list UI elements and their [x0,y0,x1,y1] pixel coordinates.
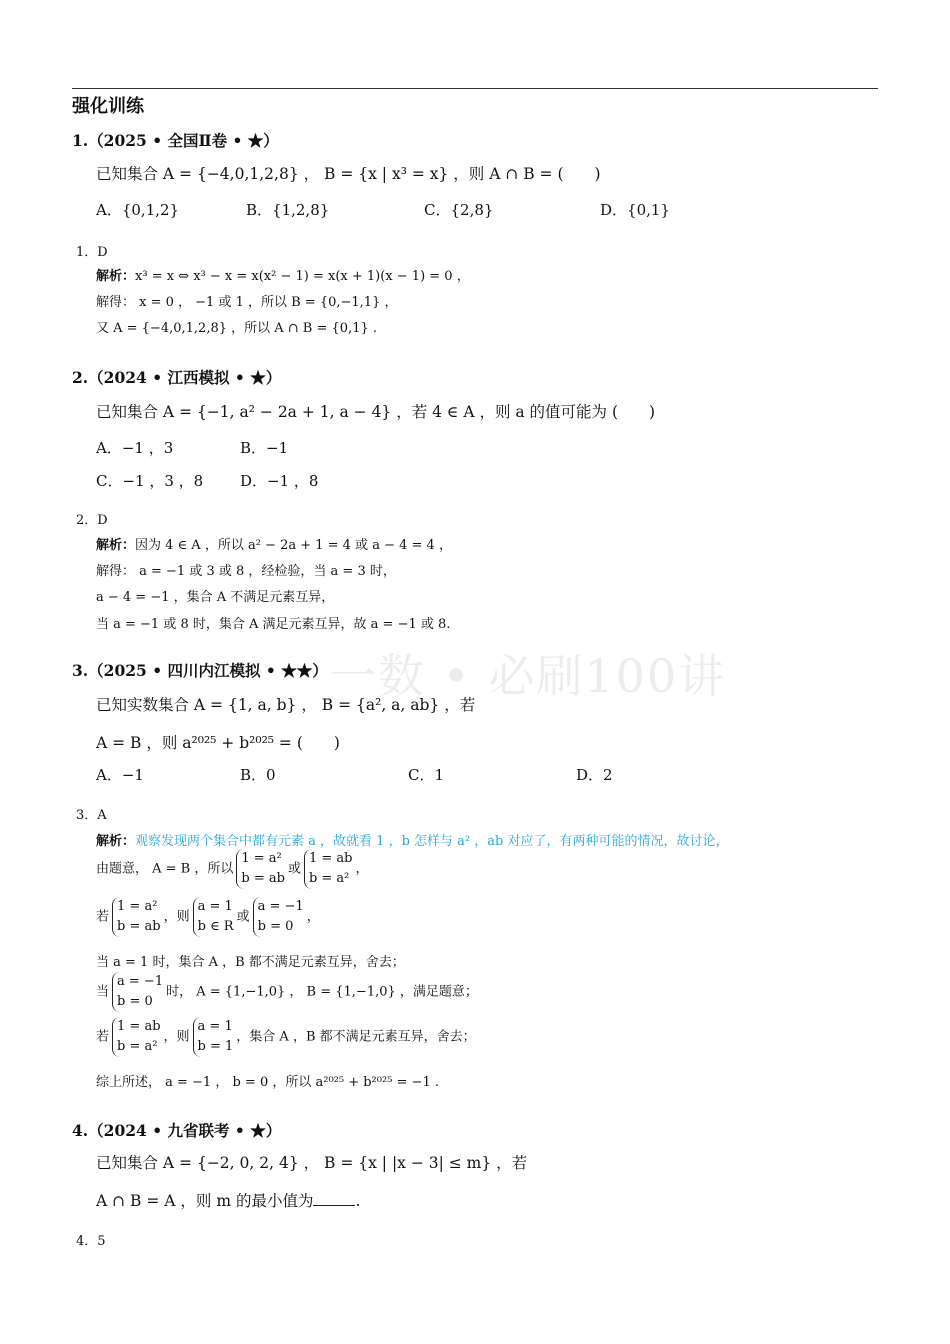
q1-solution-line1 [96,265,470,284]
q3-stem-line1: 已知实数集合 A = {1, a, b} ， B = {a², a, ab} ，若 [96,696,476,714]
q3-solution-line3: 当 a = 1 时，集合 A ，B 都不满足元素互异，舍去； [96,955,405,970]
q3-l5-system1-row1: 1 = ab [117,1019,161,1034]
q1-option-b: B．{1,2,8} [246,201,330,219]
q3-option-c: C．1 [408,766,445,784]
q3-l1-text: 由题意， A = B ，所以 [96,861,234,877]
q3-l2-end: ， [306,909,320,925]
q1-option-a: A．{0,1,2} [96,201,180,219]
q1-header: 1.（2025 • 全国Ⅱ卷 • ★） [72,131,279,150]
q4-stem-text: A ∩ B = A ，则 m 的最小值为 [96,1192,314,1210]
q3-l5-system2 [193,1017,234,1057]
q2-solution-line3: a − 4 = −1 ，集合 A 不满足元素互异， [96,590,335,605]
q1-stem: 已知集合 A = {−4,0,1,2,8} ， B = {x | x³ = x} ，则 A ∩ B = ( ) [96,165,601,183]
q3-l4-system-row2: b = 0 [117,994,153,1009]
q3-l5-system2-row2: b = 1 [197,1039,234,1054]
q4-stem-line2 [96,1189,360,1211]
q4-header: 4.（2024 • 九省联考 • ★） [72,1121,282,1140]
q3-l4-system [112,972,163,1012]
q4-answer-blank [313,1205,355,1206]
q3-l2-system3 [253,897,304,937]
q1-solution-label: 解析： [96,269,136,284]
q3-l5-system1-row2: b = a² [117,1039,158,1054]
q3-solution-hint-line [96,830,728,849]
q1-solution-line3: 又 A = {−4,0,1,2,8} ，所以 A ∩ B = {0,1} . [96,321,377,336]
q3-l2-or: 或 [236,909,250,925]
q2-option-b: B．−1 [240,439,289,457]
q2-solution-line2: 解得： a = −1 或 3 或 8 ，经检验，当 a = 3 时， [96,564,396,579]
q3-header: 3.（2025 • 四川内江模拟 • ★★） [72,661,328,680]
q3-l1-or: 或 [287,861,301,877]
q1-solution-line2: 解得： x = 0 ， −1 或 1 ，所以 B = {0,−1,1} ， [96,295,398,310]
q2-solution-line4: 当 a = −1 或 8 时，集合 A 满足元素互异，故 a = −1 或 8. [96,617,451,632]
q3-option-a: A．−1 [96,766,144,784]
q3-solution-line2 [96,897,320,937]
q4-answer: 4．5 [76,1234,106,1249]
q3-l5-rest: ，集合 A ，B 都不满足元素互异，舍去； [236,1029,476,1045]
q3-l2-then: ，则 [163,909,190,925]
q3-l2-system1-row2: b = ab [117,919,161,934]
q3-l1-system2-row2: b = a² [308,871,350,886]
q3-solution-line1 [96,849,368,889]
q3-solution-hint: 观察发现两个集合中都有元素 a ，故就看 1 ，b 怎样与 a² ，ab 对应了，有两种可能的情况，故讨论， [135,834,729,849]
q3-option-b: B．0 [240,766,276,784]
q3-stem-line2: A = B ，则 a²⁰²⁵ + b²⁰²⁵ = ( ) [96,734,340,752]
q3-l1-end: ， [355,861,369,877]
q3-l1-system1-row1: 1 = a² [241,851,282,866]
q3-solution-line5 [96,1017,476,1057]
q3-l2-system2-row2: b ∈ R [197,919,234,934]
q4-stem-line1: 已知集合 A = {−2, 0, 2, 4} ， B = {x | |x − 3| ≤ m} ，若 [96,1154,528,1172]
q3-solution-line6: 综上所述， a = −1 ， b = 0 ，所以 a²⁰²⁵ + b²⁰²⁵ = −1 . [96,1075,439,1090]
q2-option-d: D．−1 ，8 [240,472,319,490]
q3-solution-label: 解析： [96,834,136,849]
q3-l2-system1 [112,897,161,937]
q3-l5-system1 [112,1017,161,1057]
q2-option-c: C．−1 ，3 ，8 [96,472,204,490]
q2-solution-label: 解析： [96,538,136,553]
q2-solution-text1: 因为 4 ∈ A ，所以 a² − 2a + 1 = 4 或 a − 4 = 4 ， [135,538,452,553]
q3-l2-system3-row2: b = 0 [257,919,294,934]
q2-solution-line1 [96,534,452,553]
q3-l2-system3-row1: a = −1 [257,899,304,914]
q2-header: 2.（2024 • 江西模拟 • ★） [72,368,282,387]
q3-l5-text: 若 [96,1029,110,1045]
q2-stem: 已知集合 A = {−1, a² − 2a + 1, a − 4} ，若 4 ∈ A ，则 a 的值可能为 ( ) [96,403,656,421]
q4-stem-end: . [355,1192,361,1210]
q1-option-c: C．{2,8} [424,201,494,219]
header-rule [72,88,878,89]
q3-l2-system1-row1: 1 = a² [117,899,158,914]
q2-answer: 2．D [76,513,108,528]
q3-option-d: D．2 [576,766,613,784]
q3-l2-system2 [193,897,234,937]
q1-answer: 1．D [76,245,108,260]
q3-l1-system2 [304,849,353,889]
q3-l2-text: 若 [96,909,110,925]
q3-l5-then: ，则 [163,1029,190,1045]
q1-solution-text1: x³ = x ⇔ x³ − x = x(x² − 1) = x(x + 1)(x − 1) = 0 ， [135,269,470,284]
q3-l4-system-row1: a = −1 [117,974,164,989]
q3-answer: 3．A [76,808,107,823]
q3-l2-system2-row1: a = 1 [197,899,233,914]
q3-l5-system2-row1: a = 1 [197,1019,233,1034]
q1-option-d: D．{0,1} [600,201,670,219]
q3-solution-line4 [96,972,478,1012]
q3-l4-rest: 时， A = {1,−1,0} ， B = {1,−1,0} ，满足题意； [166,984,478,1000]
q2-option-a: A．−1 ，3 [96,439,174,457]
q3-l4-text: 当 [96,984,110,1000]
q3-l1-system1-row2: b = ab [241,871,285,886]
q3-l1-system2-row1: 1 = ab [308,851,353,866]
watermark: 一数 • 必刷100讲 [330,649,727,703]
q3-l1-system1 [236,849,285,889]
section-title: 强化训练 [72,96,144,117]
